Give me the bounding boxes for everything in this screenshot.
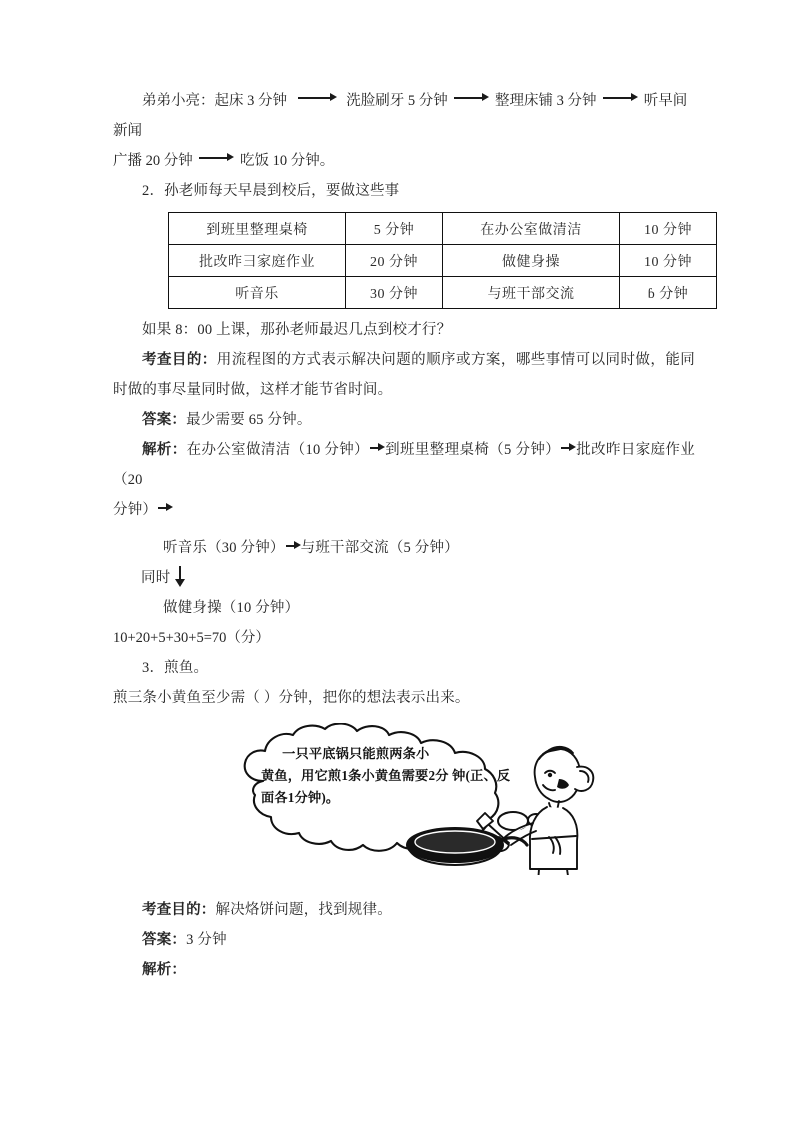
table-cell-task: 批改昨彐家庭作业	[169, 245, 346, 277]
arrow-right-icon	[158, 503, 172, 513]
flow-step-1: 弟弟小亮：起床 3 分钟	[142, 93, 287, 109]
table-cell-time: 20 分钟	[346, 245, 443, 277]
question-2-answer	[113, 405, 695, 435]
question-2-analysis-branch-2: 做健身操（10 分钟）	[163, 600, 300, 616]
answer-text: 3 分钟	[186, 932, 227, 948]
arrow-right-icon	[298, 93, 336, 103]
flow-diagram-line-1	[113, 86, 695, 146]
flow-step-2: 洗脸刷牙 5 分钟	[346, 93, 448, 109]
question-2-follow-up: 如果 8：00 上课，那孙老师最迟几点到校才行？	[142, 322, 452, 338]
question-2-analysis	[113, 435, 695, 495]
question-3-prompt: 煎三条小黄鱼至少需（ ）分钟，把你的想法表示出来。	[113, 690, 470, 706]
analysis-step-3-cont: 分钟）	[113, 502, 158, 518]
table-cell-task: 听音乐	[169, 277, 346, 309]
purpose-label: 考查目的：	[142, 902, 216, 918]
table-cell-time: 10 分钟	[620, 213, 717, 245]
table-row	[169, 245, 717, 277]
table-cell-task: 与班干部交流	[443, 277, 620, 309]
document-content	[113, 86, 695, 985]
arrow-right-icon	[561, 443, 575, 453]
fish-frying-illustration	[233, 723, 613, 875]
question-2-analysis-branch-1	[113, 533, 695, 563]
spacer	[113, 881, 695, 895]
schedule-table-body	[169, 213, 717, 309]
question-2-equation: 10+20+5+30+5=70（分）	[113, 630, 270, 646]
table-cell-time: 10 分钟	[620, 245, 717, 277]
answer-label: 答案：	[142, 932, 187, 948]
question-3-purpose	[113, 895, 695, 925]
flow-step-6: 吃饭 10 分钟。	[240, 153, 335, 169]
analysis-branch-music: 听音乐（30 分钟）	[163, 540, 285, 556]
arrow-right-icon	[603, 93, 637, 103]
table-cell-task: 到班里整理桌椅	[169, 213, 346, 245]
question-3-analysis	[113, 955, 695, 985]
table-row	[169, 277, 717, 309]
purpose-label: 考查目的：	[142, 352, 217, 368]
analysis-step-1: 在办公室做清洁（10 分钟）	[186, 442, 369, 458]
question-3-answer	[113, 925, 695, 955]
purpose-text: 解决烙饼问题，找到规律。	[215, 902, 392, 918]
simultaneous-label: 同时	[141, 570, 171, 586]
spacer	[113, 525, 695, 533]
purpose-text: 用流程图的方式表示解决问题的顺序或方案，哪些事情可以同时做，能同时做的事尽量同时做，这样才能节省时间。	[113, 352, 695, 398]
table-cell-task: 在办公室做清洁	[443, 213, 620, 245]
answer-text: 最少需要 65 分钟。	[186, 412, 312, 428]
table-row	[169, 213, 717, 245]
flow-step-3: 整理床铺 3 分钟	[495, 93, 597, 109]
analysis-step-2: 到班里整理桌椅（5 分钟）	[384, 442, 561, 458]
table-cell-task: 做健身操	[443, 245, 620, 277]
flow-diagram-line-2	[113, 146, 695, 176]
table-cell-time: 30 分钟	[346, 277, 443, 309]
arrow-right-icon	[286, 541, 300, 551]
table-cell-time: 5 分钟	[346, 213, 443, 245]
question-2-purpose	[113, 345, 695, 405]
flow-step-5: 广播 20 分钟	[113, 153, 193, 169]
analysis-step-3: 批改昨日家庭作业（20	[113, 442, 695, 488]
question-3-stem: 3．煎鱼。	[142, 660, 209, 676]
answer-label: 答案：	[142, 412, 187, 428]
thought-bubble-text	[261, 743, 511, 809]
arrow-right-icon	[370, 443, 384, 453]
table-cell-time: ɓ 分钟	[620, 277, 717, 309]
flow-step-4: 听早间新闻	[113, 93, 688, 139]
question-2-analysis-cont	[113, 495, 695, 525]
analysis-label: 解析：	[142, 962, 187, 978]
question-2-stem: 2．孙老师每天早晨到校后，要做这些事	[142, 183, 400, 199]
arrow-right-icon	[199, 153, 233, 163]
schedule-table-wrapper	[168, 212, 695, 309]
analysis-branch-talk: 与班干部交流（5 分钟）	[300, 540, 459, 556]
schedule-table	[168, 212, 717, 309]
arrow-right-icon	[454, 93, 488, 103]
bubble-line-2: 黄鱼，用它煎1条小黄鱼需要2分	[261, 768, 449, 783]
arrow-down-icon	[174, 566, 186, 588]
question-2-analysis-simultaneous	[113, 563, 695, 593]
bubble-line-1: 一只平底锅只能煎两条小	[282, 746, 430, 761]
bubble-line-3: 钟(正、反面各1分钟)。	[261, 768, 511, 805]
analysis-label: 解析：	[142, 442, 187, 458]
